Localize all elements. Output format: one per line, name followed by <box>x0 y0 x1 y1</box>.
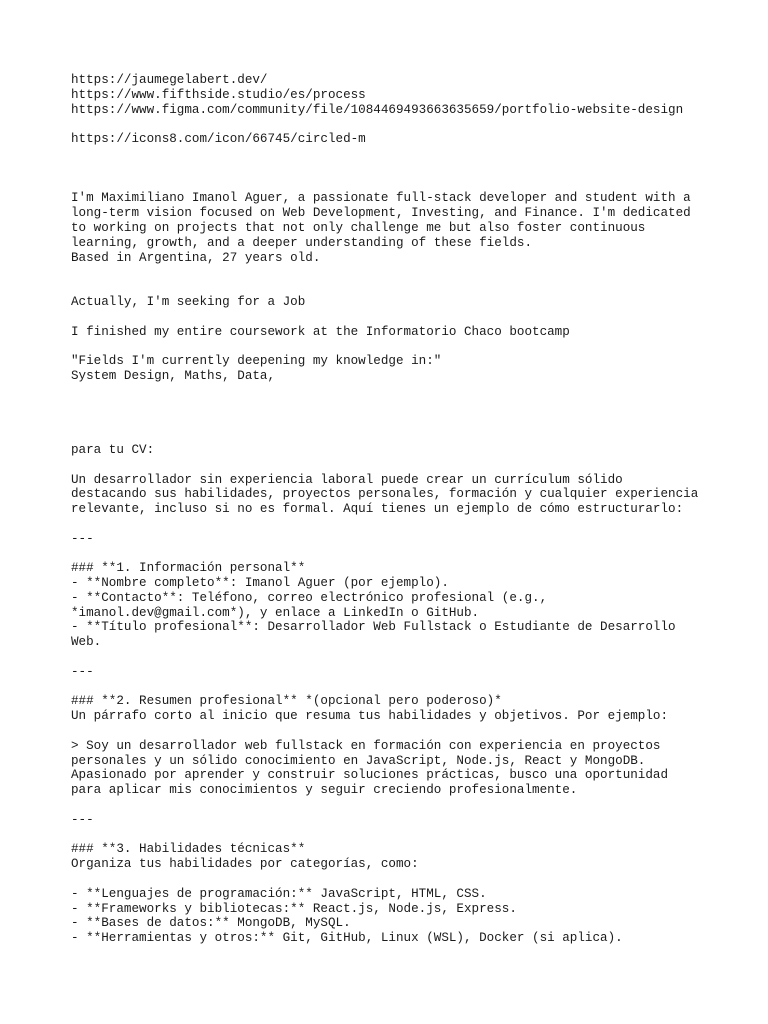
blank-line <box>71 162 761 177</box>
text-line: relevante, incluso si no es formal. Aquí tienes un ejemplo de cómo estructurarlo: <box>71 502 684 517</box>
text-line: - **Bases de datos:** MongoDB, MySQL. <box>71 916 351 931</box>
blank-line <box>71 872 761 887</box>
text-line: ### **3. Habilidades técnicas** <box>71 842 306 857</box>
blank-line <box>71 458 761 473</box>
text-line: Based in Argentina, 27 years old. <box>71 250 321 265</box>
text-line: - **Lenguajes de programación:** JavaScript, HTML, CSS. <box>71 886 487 901</box>
blank-line <box>71 177 761 192</box>
text-line: - **Título profesional**: Desarrollador Web Fullstack o Estudiante de Desarrollo <box>71 620 676 635</box>
text-line: Actually, I'm seeking for a Job <box>71 294 306 309</box>
blank-line <box>71 724 761 739</box>
text-line: - **Frameworks y bibliotecas:** React.js, Node.js, Express. <box>71 901 517 916</box>
blank-line <box>71 384 761 399</box>
text-line: para aplicar mis conocimientos y seguir creciendo profesionalmente. <box>71 783 578 798</box>
text-line: learning, growth, and a deeper understanding of these fields. <box>71 235 533 250</box>
text-line: Web. <box>71 635 102 650</box>
text-line: to working on projects that not only challenge me but also foster continuous <box>71 220 646 235</box>
blank-line <box>71 517 761 532</box>
text-line: ### **1. Información personal** <box>71 561 306 576</box>
text-line: https://icons8.com/icon/66745/circled-m <box>71 132 366 147</box>
blank-line <box>71 828 761 843</box>
text-line: Organiza tus habilidades por categorías, como: <box>71 857 419 872</box>
text-line: ### **2. Resumen profesional** *(opcional pero poderoso)* <box>71 694 502 709</box>
text-line: > Soy un desarrollador web fullstack en formación con experiencia en proyectos <box>71 738 661 753</box>
blank-line <box>71 650 761 665</box>
blank-line <box>71 399 761 414</box>
blank-line <box>71 428 761 443</box>
text-line: Un desarrollador sin experiencia laboral puede crear un currículum sólido <box>71 472 623 487</box>
text-line: *imanol.dev@gmail.com*), y enlace a LinkedIn o GitHub. <box>71 605 480 620</box>
text-line: https://www.figma.com/community/file/1084469493663635659/portfolio-website-design <box>71 102 684 117</box>
blank-line <box>71 147 761 162</box>
text-line: - **Contacto**: Teléfono, correo electrónico profesional (e.g., <box>71 590 548 605</box>
text-line: System Design, Maths, Data, <box>71 368 276 383</box>
blank-line <box>71 547 761 562</box>
blank-line <box>71 310 761 325</box>
text-line: I finished my entire coursework at the Informatorio Chaco bootcamp <box>71 324 570 339</box>
blank-line <box>71 798 761 813</box>
text-line: I'm Maximiliano Imanol Aguer, a passionate full-stack developer and student with a <box>71 191 691 206</box>
text-line: --- <box>71 531 94 546</box>
blank-line <box>71 280 761 295</box>
blank-line <box>71 265 761 280</box>
blank-line <box>71 413 761 428</box>
text-line: - **Nombre completo**: Imanol Aguer (por ejemplo). <box>71 576 449 591</box>
text-line: long-term vision focused on Web Development, Investing, and Finance. I'm dedicated <box>71 206 691 221</box>
blank-line <box>71 680 761 695</box>
blank-line <box>71 339 761 354</box>
text-line: - **Herramientas y otros:** Git, GitHub, Linux (WSL), Docker (si aplica). <box>71 931 623 946</box>
text-line: https://jaumegelabert.dev/ <box>71 73 268 87</box>
text-line: destacando sus habilidades, proyectos personales, formación y cualquier experiencia <box>71 487 699 502</box>
text-line: https://www.fifthside.studio/es/process <box>71 87 366 102</box>
text-line: "Fields I'm currently deepening my knowledge in:" <box>71 354 442 369</box>
document-page <box>71 73 761 946</box>
text-line: para tu CV: <box>71 442 155 457</box>
blank-line <box>71 117 761 132</box>
text-line: Un párrafo corto al inicio que resuma tus habilidades y objetivos. Por ejemplo: <box>71 709 669 724</box>
text-line: personales y un sólido conocimiento en JavaScript, Node.js, React y MongoDB. <box>71 753 646 768</box>
text-line: --- <box>71 812 94 827</box>
text-line: Apasionado por aprender y construir soluciones prácticas, busco una oportunidad <box>71 768 669 783</box>
text-line: --- <box>71 664 94 679</box>
